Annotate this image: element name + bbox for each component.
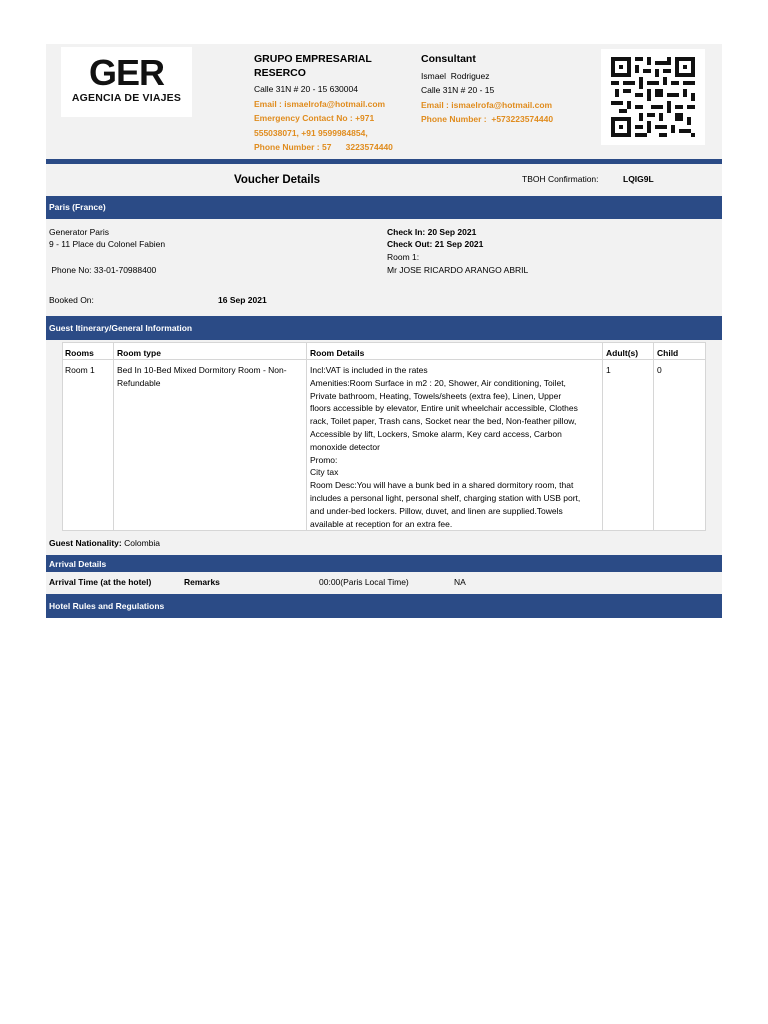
room-detail-line: Promo: xyxy=(310,454,338,465)
row-room-type xyxy=(117,364,303,390)
row-child: 0 xyxy=(657,365,662,375)
itinerary-bar: Guest Itinerary/General Information xyxy=(46,316,722,340)
remarks-label: Remarks xyxy=(184,577,220,587)
consultant-info xyxy=(421,53,596,127)
agency-emergency-line2: 555038071, +91 9599984854, xyxy=(254,127,368,138)
voucher-title: Voucher Details xyxy=(234,174,321,186)
room-type-line: Bed In 10-Bed Mixed Dormitory Room - Non- xyxy=(117,365,287,375)
qr-code-icon xyxy=(611,57,695,137)
agency-phone: Phone Number : 57 3223574440 xyxy=(254,142,393,153)
room-detail-line: includes a personal light, personal shelf, charging station with USB port, xyxy=(310,492,581,503)
col-header-rooms: Rooms xyxy=(65,348,94,358)
row-room-details xyxy=(310,364,602,530)
room-detail-line: Amenities:Room Surface in m2 : 20, Shower, Air conditioning, Toilet, xyxy=(310,377,566,388)
check-out: Check Out: 21 Sep 2021 xyxy=(387,239,484,249)
agency-info xyxy=(254,53,419,155)
arrival-time-label: Arrival Time (at the hotel) xyxy=(49,577,152,587)
agency-logo xyxy=(61,47,192,117)
room-detail-line: monoxide detector xyxy=(310,441,380,452)
col-header-room-type: Room type xyxy=(117,348,161,358)
table-divider xyxy=(602,342,603,531)
room-detail-line: Accessible by lift, Lockers, Smoke alarm, Key card access, Carbon xyxy=(310,428,562,439)
room-detail-line: City tax xyxy=(310,467,339,478)
remarks-value: NA xyxy=(454,577,466,587)
col-header-adults: Adult(s) xyxy=(606,348,639,358)
room-detail-line: Room Desc:You will have a bunk bed in a shared dormitory room, that xyxy=(310,480,574,491)
agency-email: Email : ismaelrofa@hotmail.com xyxy=(254,98,386,109)
room-type-line: Refundable xyxy=(117,377,161,388)
city-bar: Paris (France) xyxy=(46,196,722,219)
table-divider xyxy=(653,342,654,531)
room-detail-line: available at reception for an extra fee. xyxy=(310,518,453,529)
table-divider xyxy=(113,342,114,531)
room-detail-line: and under-bed lockers. Pillow, duvet, and linen are supplied.Towels xyxy=(310,505,563,516)
arrival-bar: Arrival Details xyxy=(46,555,722,572)
hotel-name: Generator Paris xyxy=(49,227,109,237)
check-in: Check In: 20 Sep 2021 xyxy=(387,227,477,237)
consultant-phone: Phone Number : +573223574440 xyxy=(421,114,554,125)
room-label: Room 1: xyxy=(387,252,420,262)
row-room: Room 1 xyxy=(65,365,95,375)
col-header-room-details: Room Details xyxy=(310,348,365,358)
room-detail-line: Private bathroom, Heating, Towels/sheets (extra fee), Linen, Upper xyxy=(310,390,562,401)
consultant-address: Calle 31N # 20 - 15 xyxy=(421,85,495,96)
consultant-email: Email : ismaelrofa@hotmail.com xyxy=(421,99,553,110)
logo-tagline: AGENCIA DE VIAJES xyxy=(71,92,182,104)
guest-name: Mr JOSE RICARDO ARANGO ABRIL xyxy=(387,265,529,275)
confirmation-number: LQIG9L xyxy=(623,174,654,184)
qr-code xyxy=(601,49,705,145)
row-adults: 1 xyxy=(606,365,611,375)
agency-emergency-line1: Emergency Contact No : +971 xyxy=(254,113,375,124)
booked-on-date: 16 Sep 2021 xyxy=(218,295,267,305)
table-divider xyxy=(306,342,307,531)
room-detail-line: Incl:VAT is included in the rates xyxy=(310,365,428,375)
hotel-phone: Phone No: 33-01-70988400 xyxy=(49,265,157,275)
room-detail-line: floors accessible by elevator, Entire unit wheelchair accessible, Clothes xyxy=(310,403,578,414)
arrival-time-value: 00:00(Paris Local Time) xyxy=(319,577,409,587)
confirmation-label: TBOH Confirmation: xyxy=(522,174,599,184)
consultant-name: Ismael Rodriguez xyxy=(421,70,490,81)
room-detail-line: rack, Toilet paper, Trash cans, Socket near the bed, Non-feather pillow, xyxy=(310,416,577,427)
agency-address: Calle 31N # 20 - 15 630004 xyxy=(254,84,358,94)
hotel-address: 9 - 11 Place du Colonel Fabien xyxy=(49,239,166,249)
agency-name-line1: GRUPO EMPRESARIAL xyxy=(254,53,372,65)
consultant-title: Consultant xyxy=(421,53,476,65)
guest-nationality xyxy=(49,537,160,550)
nationality-value: Colombia xyxy=(121,538,161,548)
agency-name-line2: RESERCO xyxy=(254,66,306,79)
booked-on-label: Booked On: xyxy=(49,295,94,305)
logo-wordmark: GER xyxy=(88,52,164,93)
nationality-label: Guest Nationality: xyxy=(49,538,122,548)
rules-bar: Hotel Rules and Regulations xyxy=(46,594,722,618)
col-header-child: Child xyxy=(657,348,679,358)
header-divider xyxy=(46,159,722,164)
